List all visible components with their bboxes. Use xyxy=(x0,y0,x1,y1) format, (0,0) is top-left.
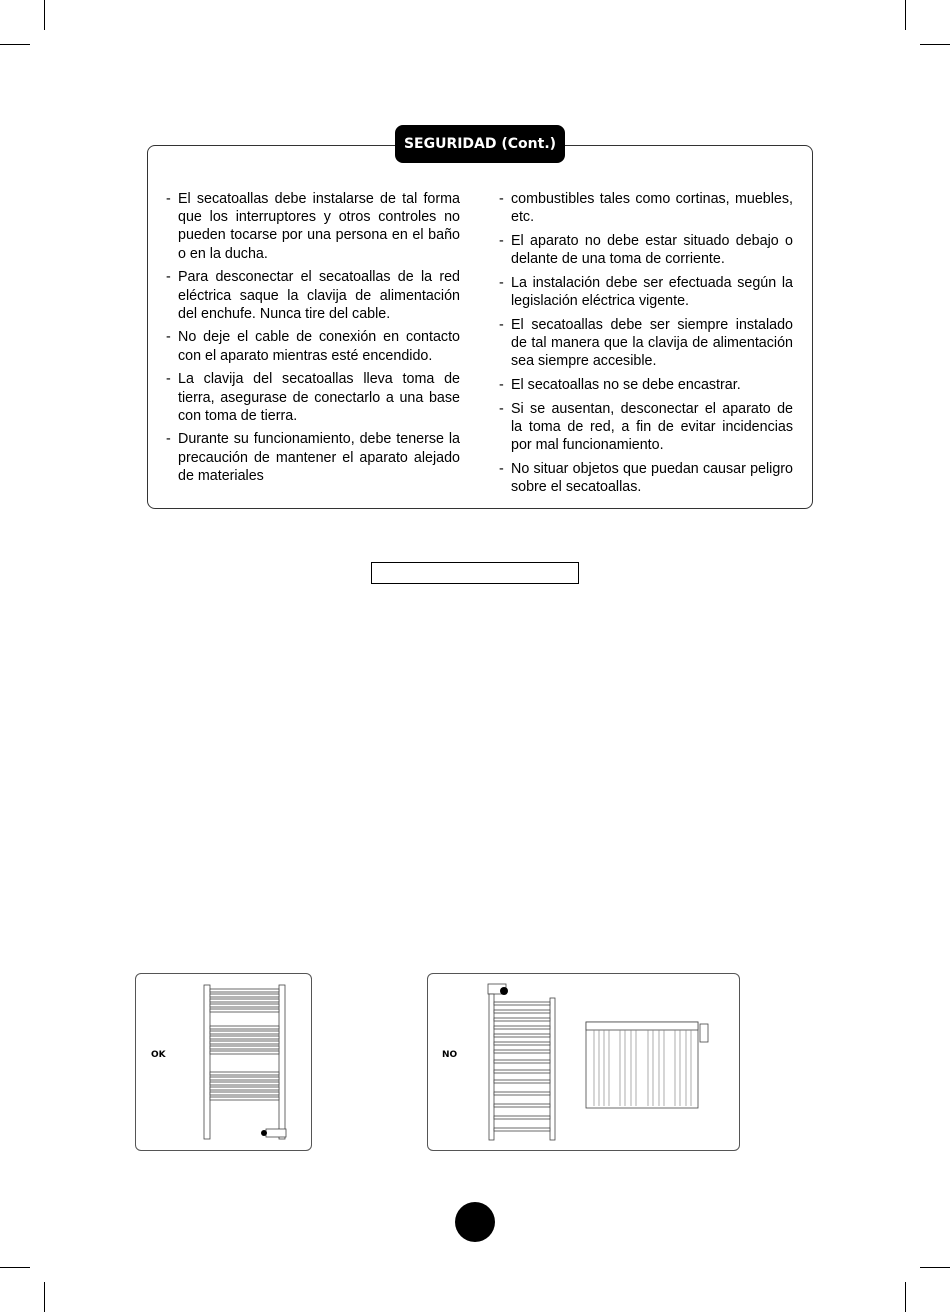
list-item: - El secatoallas no se debe encastrar. xyxy=(499,376,793,394)
list-item: - Durante su funcionamiento, debe tenerse la precaución de mantener el aparato alejado de materiales xyxy=(166,430,460,485)
towel-rail-no-illustration xyxy=(428,974,741,1152)
no-label: NO xyxy=(442,1050,458,1060)
empty-heading-frame xyxy=(371,562,579,584)
left-column xyxy=(166,190,460,498)
right-column xyxy=(499,190,793,502)
section-title: SEGURIDAD (Cont.) xyxy=(395,125,565,163)
list-item: - La instalación debe ser efectuada según la legislación eléctrica vigente. xyxy=(499,274,793,310)
list-item: - Si se ausentan, desconectar el aparato de la toma de red, a fin de evitar incidencias por mal funcionamiento. xyxy=(499,400,793,455)
crop-mark xyxy=(920,44,950,45)
list-item: - El aparato no debe estar situado debajo o delante de una toma de corriente. xyxy=(499,232,793,268)
crop-mark xyxy=(44,0,45,30)
no-figure-panel xyxy=(427,973,740,1151)
list-item: - No situar objetos que puedan causar peligro sobre el secatoallas. xyxy=(499,460,793,496)
crop-mark xyxy=(920,1267,950,1268)
ok-figure-panel xyxy=(135,973,312,1151)
towel-rail-ok-illustration xyxy=(136,974,313,1152)
list-item: - Para desconectar el secatoallas de la red eléctrica saque la clavija de alimentación del enchufe. Nunca tire del cable. xyxy=(166,268,460,323)
list-item: - No deje el cable de conexión en contacto con el aparato mientras esté encendido. xyxy=(166,328,460,364)
crop-mark xyxy=(0,44,30,45)
list-item: - El secatoallas debe instalarse de tal forma que los interruptores y otros controles no pueden tocarse por una persona en el baño o en la ducha. xyxy=(166,190,460,263)
crop-mark xyxy=(0,1267,30,1268)
list-item: - combustibles tales como cortinas, muebles, etc. xyxy=(499,190,793,226)
page-number-dot xyxy=(455,1202,495,1242)
crop-mark xyxy=(44,1282,45,1312)
list-item: - La clavija del secatoallas lleva toma de tierra, asegurase de conectarlo a una base con toma de tierra. xyxy=(166,370,460,425)
list-item: - El secatoallas debe ser siempre instalado de tal manera que la clavija de alimentación sea siempre accesible. xyxy=(499,316,793,371)
ok-label: OK xyxy=(151,1050,166,1060)
crop-mark xyxy=(905,1282,906,1312)
crop-mark xyxy=(905,0,906,30)
